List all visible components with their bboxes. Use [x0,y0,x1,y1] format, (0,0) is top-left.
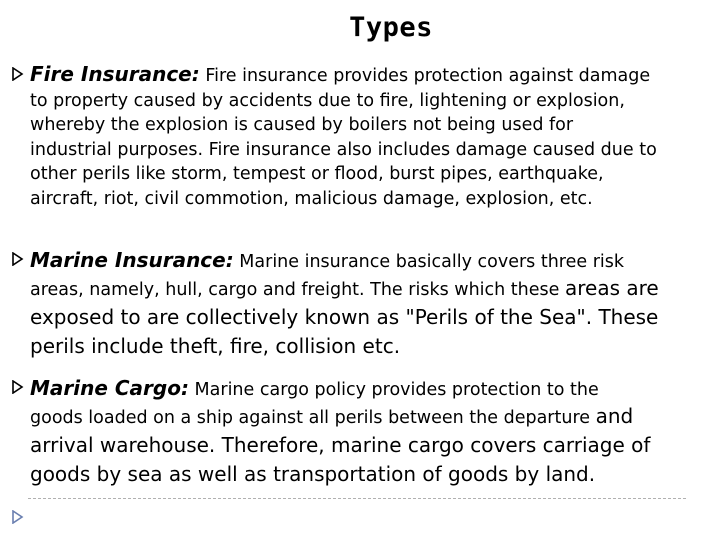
marine-line-4: perils include theft, fire, collision etc. [30,333,401,358]
fire-line-5: other perils like storm, tempest or flood, burst pipes, earthquake, [30,164,604,184]
cargo-line-2-tail: and [595,404,634,428]
fire-line-1: Fire insurance provides protection against damage [199,66,651,86]
cargo-line-3: arrival warehouse. Therefore, marine cargo covers carriage of [30,432,651,457]
triangle-bullet-icon [12,67,26,83]
triangle-bullet-icon [12,510,26,526]
marine-line-2: areas, namely, hull, cargo and freight. The risks which these [30,280,565,300]
triangle-bullet-icon [12,252,26,268]
marine-insurance-item [30,246,720,361]
fire-insurance-item [30,62,720,211]
marine-line-3: exposed to are collectively known as "Perils of the Sea". These [30,304,659,329]
fire-line-3: whereby the explosion is caused by boilers not being used for [30,115,574,135]
fire-line-6: aircraft, riot, civil commotion, malicious damage, explosion, etc. [30,188,593,209]
cargo-line-1: Marine cargo policy provides protection to the [188,380,599,400]
marine-cargo-item [30,374,720,489]
marine-cargo-term: Marine Cargo: [30,376,189,400]
marine-line-1: Marine insurance basically covers three risk [233,252,625,272]
marine-insurance-term: Marine Insurance: [30,248,234,272]
cargo-line-2: goods loaded on a ship against all perils between the departure [30,408,596,428]
fire-line-2: to property caused by accidents due to fire, lightening or explosion, [30,90,625,111]
cargo-line-4: goods by sea as well as transportation of goods by land. [30,461,596,486]
triangle-bullet-icon [12,380,26,396]
fire-line-4: industrial purposes. Fire insurance also includes damage caused due to [30,139,657,160]
dashed-divider [28,498,686,499]
marine-line-2-tail: areas are [564,276,659,300]
fire-insurance-term: Fire Insurance: [30,62,200,86]
slide-title: Types [349,12,433,43]
